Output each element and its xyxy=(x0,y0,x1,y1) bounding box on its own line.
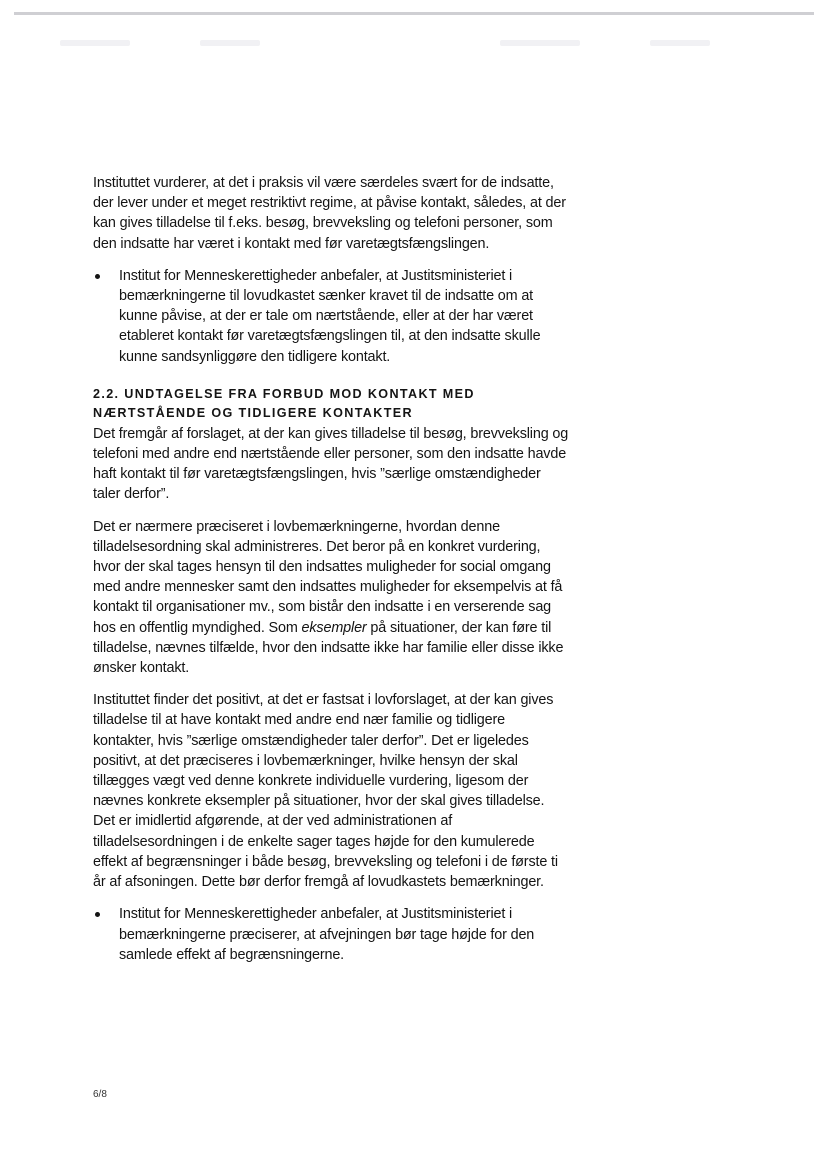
paragraph-proposal: Det fremgår af forslaget, at der kan gives tilladelse til besøg, brevveksling og telefoni med andre end nærtstående eller personer, som den indsatte havde haft kontakt til før varetægtsfængslingen, hvis ”særlige omstændigheder taler derfor”. xyxy=(93,425,569,503)
emphasis-text: eksempler xyxy=(301,619,367,636)
bullet-icon xyxy=(95,274,100,279)
recommendation-item xyxy=(93,266,569,367)
scan-bleed-through xyxy=(500,40,580,46)
recommendation-list xyxy=(93,904,569,965)
document-body xyxy=(93,173,569,977)
paragraph-remarks-text-end: på situationer, der kan føre til tilladelse, nævnes tilfælde, hvor den indsatte ikke har familie eller disse ikke ønsker kontakt. xyxy=(93,619,564,677)
paragraph-remarks-text: Det er nærmere præciseret i lovbemærkningerne, hvordan denne tilladelsesordning skal administreres. Det beror på en konkret vurdering, hvor der skal tages hensyn til den indsattes muligheder for social omgang med andre mennesker samt den indsattes muligheder for eksempelvis at få kontakt til organisationer mv., som bistår den indsatte i en verserende sag hos en offentlig myndighed. Som xyxy=(93,518,563,636)
recommendation-item xyxy=(93,904,569,965)
paragraph-institute-finding: Instituttet finder det positivt, at det er fastsat i lovforslaget, at der kan gives tilladelse til at have kontakt med andre end nær familie og tidligere kontakter, hvis ”særlige omstændigheder taler derfor”. Det er ligeledes positivt, at det præciseres i lovbemærkninger, hvilke hensyn der skal tillægges vægt ved denne konkrete individuelle vurdering, ligesom der nævnes konkrete eksempler på situationer, hvor der skal gives tilladelse. Det er imidlertid afgørende, at der ved administrationen af tilladelsesordningen i de enkelte sager tages højde for den kumulerede effekt af begrænsninger i både besøg, brevveksling og telefoni i de første ti år af afsoningen. Dette bør derfor fremgå af lovudkastets bemærkninger. xyxy=(93,692,558,891)
section-number: 2.2. xyxy=(93,386,120,401)
recommendation-text: Institut for Menneskerettigheder anbefaler, at Justitsministeriet i bemærkningerne til lovudkastet sænker kravet til de indsatte om at kunne påvise, at der er tale om nærtstående, eller at der har været etableret kontakt før varetægtsfængslingen til, at den indsatte skulle kunne sandsynliggøre den tidligere kontakt. xyxy=(119,267,541,365)
paragraph-remarks xyxy=(93,517,569,679)
section-heading xyxy=(93,385,569,424)
scan-edge-line xyxy=(14,12,814,15)
recommendation-text: Institut for Menneskerettigheder anbefaler, at Justitsministeriet i bemærkningerne præciserer, at afvejningen bør tage højde for den samlede effekt af begrænsningerne. xyxy=(119,906,535,963)
recommendation-list xyxy=(93,266,569,367)
bullet-icon xyxy=(95,912,100,917)
section-title: UNDTAGELSE FRA FORBUD MOD KONTAKT MED NÆRTSTÅENDE OG TIDLIGERE KONTAKTER xyxy=(93,386,475,421)
paragraph-institute-assessment: Instituttet vurderer, at det i praksis vil være særdeles svært for de indsatte, der lever under et meget restriktivt regime, at påvise kontakt, således, at der kan gives tilladelse til f.eks. besøg, brevveksling og telefoni personer, som den indsatte har været i kontakt med før varetægtsfængslingen. xyxy=(93,175,566,252)
scan-bleed-through xyxy=(60,40,130,46)
scan-bleed-through xyxy=(200,40,260,46)
page-number: 6/8 xyxy=(93,1089,107,1100)
scan-bleed-through xyxy=(650,40,710,46)
